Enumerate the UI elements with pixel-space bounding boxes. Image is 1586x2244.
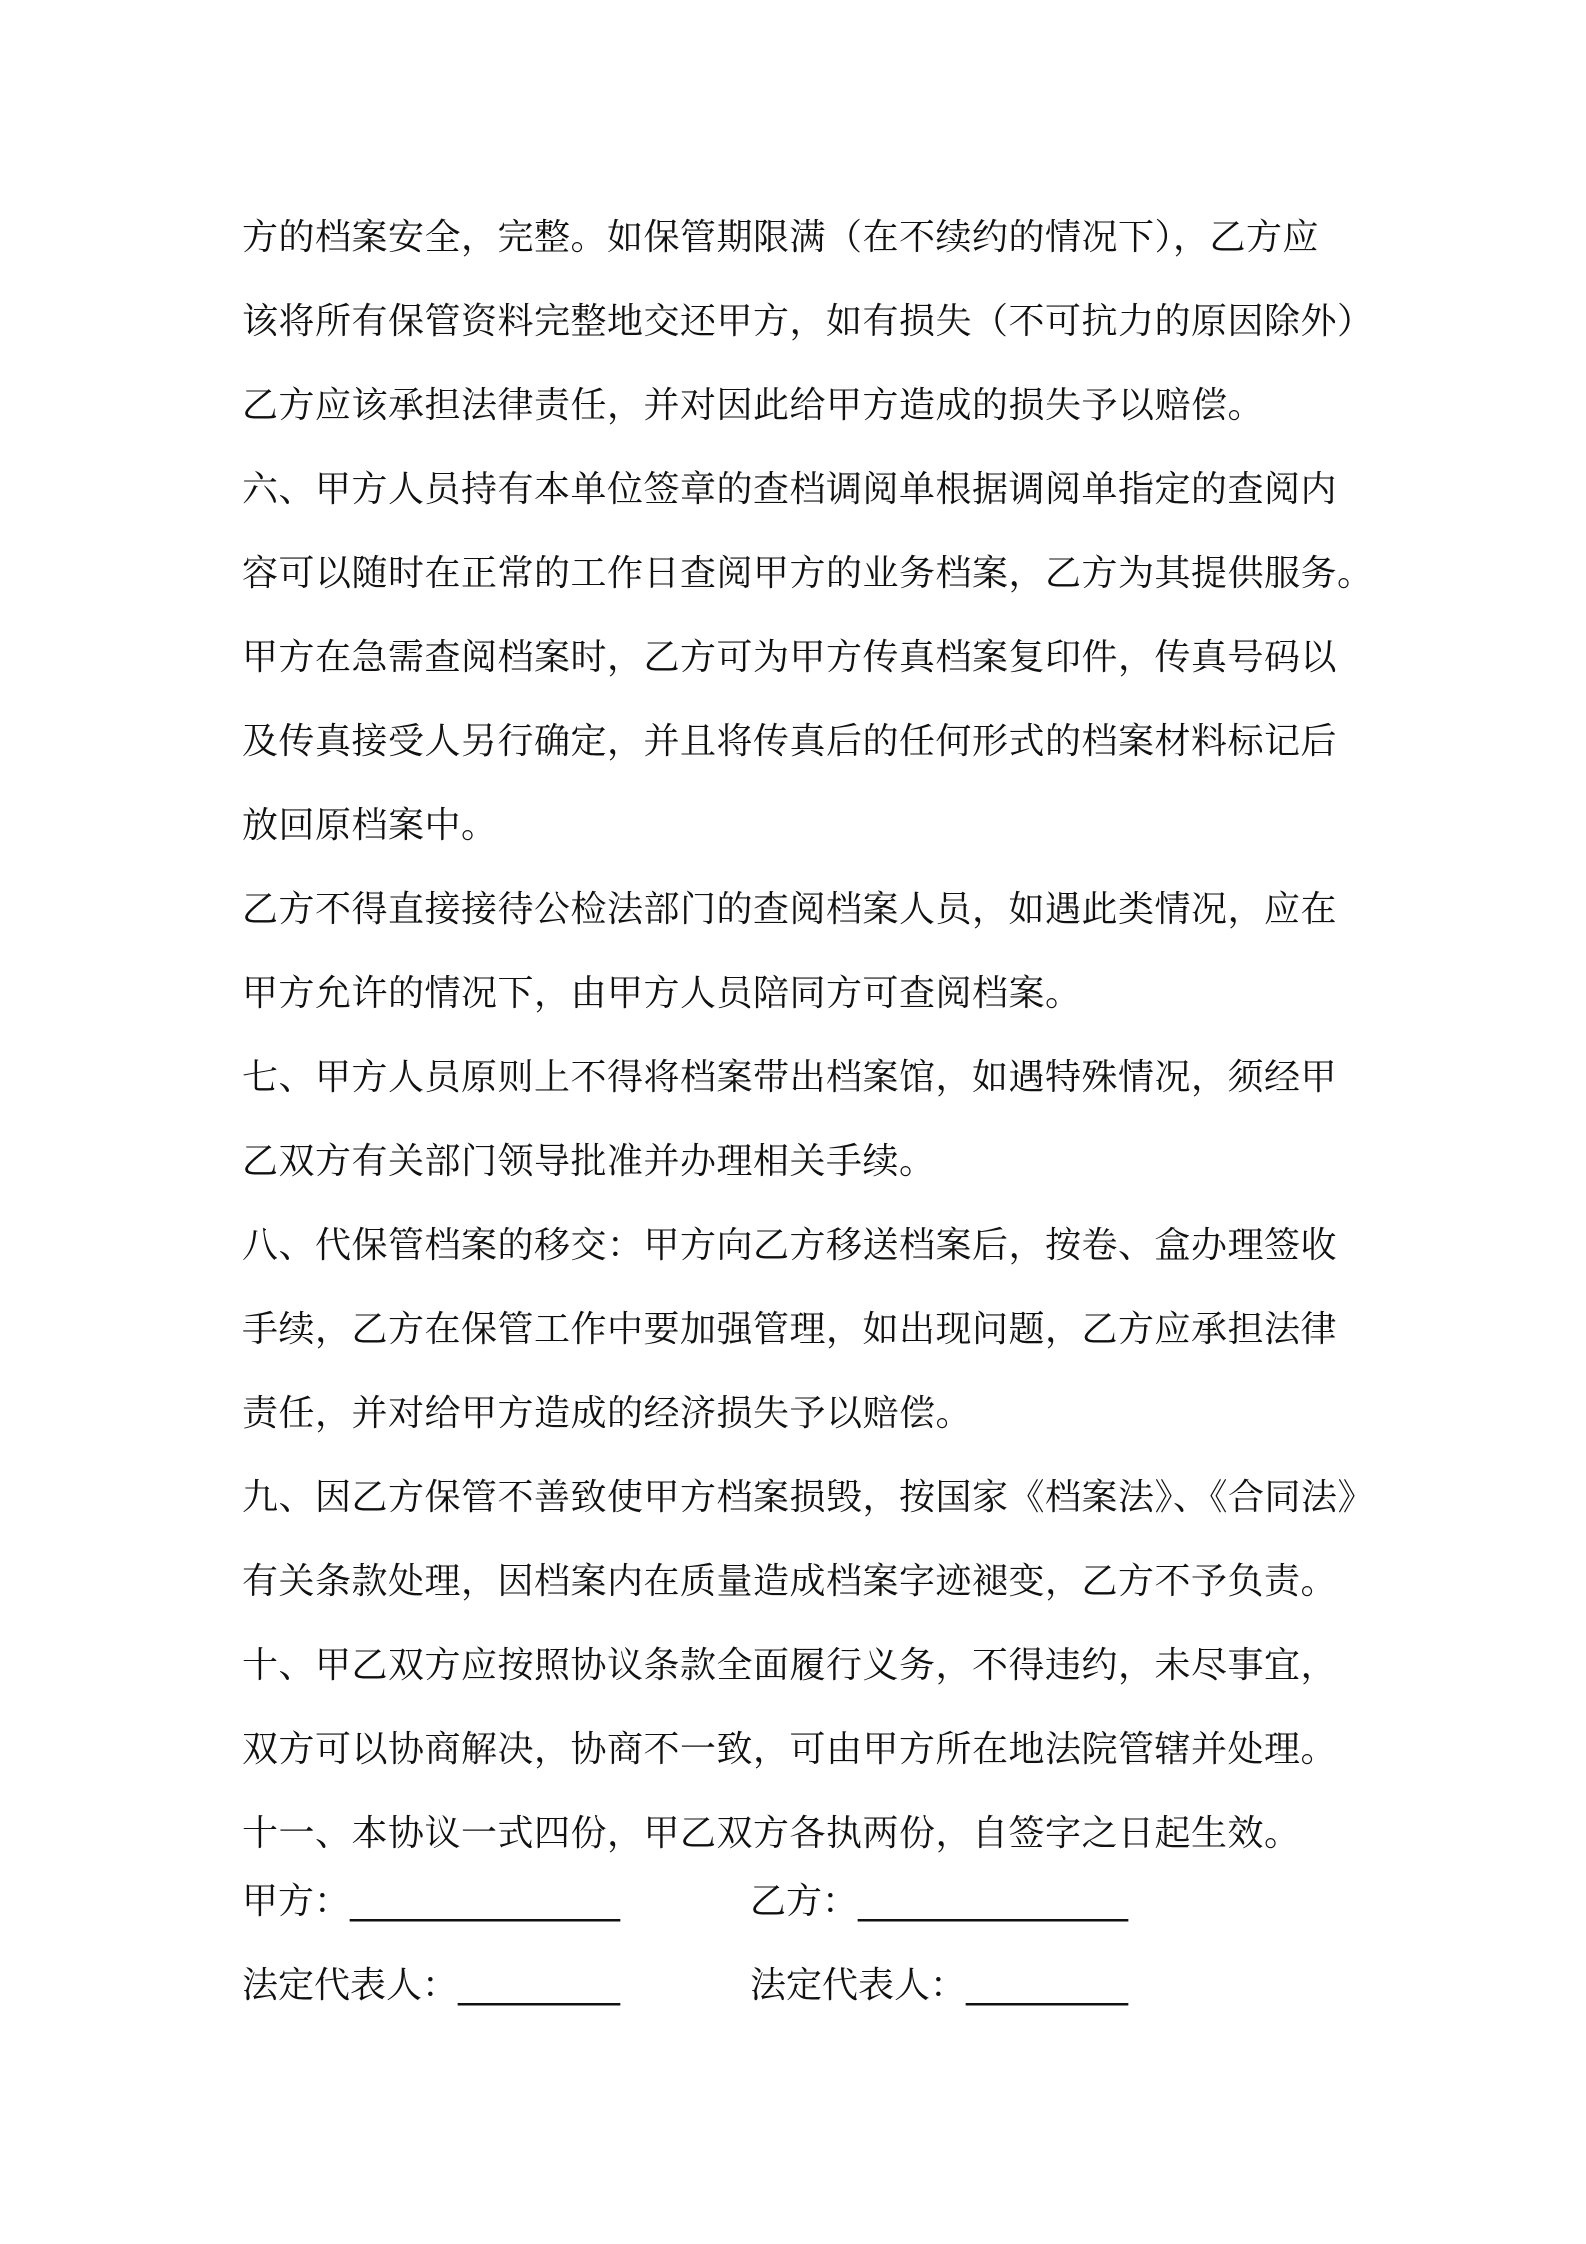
representative-signature-row xyxy=(242,1944,1392,2028)
party-b-signature: 乙方：_______________ xyxy=(750,1881,1129,1922)
text-line: 甲方允许的情况下，由甲方人员陪同方可查阅档案。 xyxy=(242,973,1082,1014)
text-line: 方的档案安全，完整。如保管期限满（在不续约的情况下），乙方应 xyxy=(242,217,1320,258)
text-line: 双方可以协商解决，协商不一致，可由甲方所在地法院管辖并处理。 xyxy=(242,1729,1338,1770)
text-line: 甲方在急需查阅档案时，乙方可为甲方传真档案复印件，传真号码以 xyxy=(242,637,1338,678)
party-a-signature: 甲方：_______________ xyxy=(242,1881,621,1922)
text-line: 十、甲乙双方应按照协议条款全面履行义务，不得违约，未尽事宜， xyxy=(242,1645,1338,1686)
text-line: 放回原档案中。 xyxy=(242,805,498,846)
text-line: 手续，乙方在保管工作中要加强管理，如出现问题，乙方应承担法律 xyxy=(242,1309,1338,1350)
text-line: 容可以随时在正常的工作日查阅甲方的业务档案，乙方为其提供服务。 xyxy=(242,553,1374,594)
signature-block xyxy=(242,1860,1392,2028)
text-line: 及传真接受人另行确定，并且将传真后的任何形式的档案材料标记后 xyxy=(242,721,1338,762)
text-line: 九、因乙方保管不善致使甲方档案损毁，按国家《档案法》、《合同法》 xyxy=(242,1477,1375,1518)
text-line: 十一、本协议一式四份，甲乙双方各执两份，自签字之日起生效。 xyxy=(242,1813,1301,1854)
party-a-representative: 法定代表人：_________ xyxy=(242,1965,621,2006)
agreement-body xyxy=(242,196,1392,1876)
text-line: 乙双方有关部门领导批准并办理相关手续。 xyxy=(242,1141,936,1182)
text-line: 有关条款处理，因档案内在质量造成档案字迹褪变，乙方不予负责。 xyxy=(242,1561,1338,1602)
text-line: 七、甲方人员原则上不得将档案带出档案馆，如遇特殊情况，须经甲 xyxy=(242,1057,1338,1098)
party-b-representative: 法定代表人：_________ xyxy=(750,1965,1129,2006)
text-line: 六、甲方人员持有本单位签章的查档调阅单根据调阅单指定的查阅内 xyxy=(242,469,1338,510)
text-line: 乙方应该承担法律责任，并对因此给甲方造成的损失予以赔偿。 xyxy=(242,385,1265,426)
text-line: 责任，并对给甲方造成的经济损失予以赔偿。 xyxy=(242,1393,973,1434)
text-line: 乙方不得直接接待公检法部门的查阅档案人员，如遇此类情况，应在 xyxy=(242,889,1338,930)
text-line: 八、代保管档案的移交：甲方向乙方移送档案后，按卷、盒办理签收 xyxy=(242,1225,1338,1266)
text-line: 该将所有保管资料完整地交还甲方，如有损失（不可抗力的原因除外） xyxy=(242,301,1374,342)
party-signature-row xyxy=(242,1860,1392,1944)
